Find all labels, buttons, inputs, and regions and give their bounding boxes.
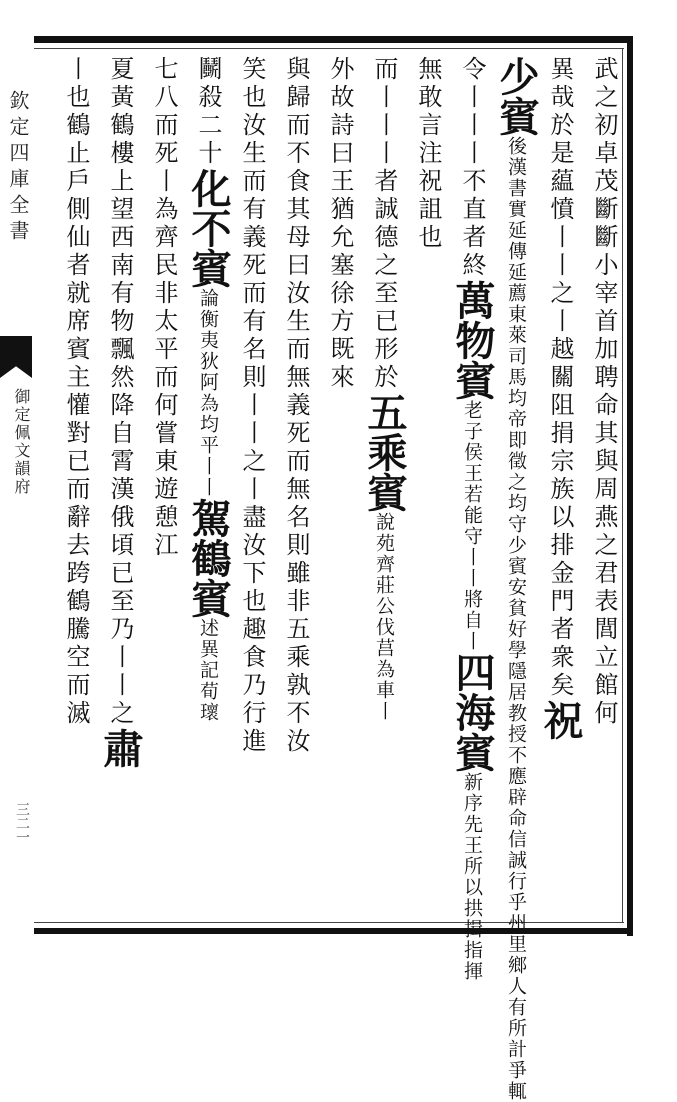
annotation-text: 老子侯王若能守丨丨將自丨 bbox=[461, 400, 483, 652]
body-text: 異哉於是藴憤丨丨之丨越關阻捐宗族以排金門者衆矣 bbox=[546, 56, 574, 700]
body-text: 與歸而不食其母曰汝生而無義死而無名則雖非五乘孰不汝 bbox=[282, 56, 310, 756]
entry-headword: 萬物賓 bbox=[449, 280, 496, 400]
body-text: 武之初卓茂斷斷小宰首加聘命其與周燕之君表閭立館何 bbox=[590, 56, 618, 728]
folio-number: 三二一 bbox=[14, 802, 30, 844]
text-column bbox=[361, 56, 408, 922]
annotation-text: 後漢書實延傳延薦東萊司馬均帝即徵之均守少賓安貧好學隱居教授不應辟命信誠行乎州里鄉人有所計爭輒 bbox=[505, 136, 527, 1102]
body-text: 嘗東遊憩江 bbox=[150, 420, 178, 560]
body-text: 七八而死 bbox=[150, 56, 178, 168]
body-text: 笑也汝生而有義死而有名則丨丨之丨盡汝下也趣食乃行進 bbox=[238, 56, 266, 756]
entry-headword: 四海賓 bbox=[449, 652, 496, 772]
annotation-text: 新序先王所以拱揖指揮 bbox=[461, 772, 483, 982]
body-text: 而丨丨丨者誠德之至已形於 bbox=[370, 56, 398, 392]
book-title: 欽定四庫全書 bbox=[6, 90, 30, 246]
annotation-text: 說苑齊莊公伐莒為車丨 bbox=[373, 512, 395, 722]
body-text: 鬭殺二十 bbox=[194, 56, 222, 168]
text-column bbox=[277, 56, 315, 922]
text-column bbox=[449, 56, 496, 982]
text-column bbox=[233, 56, 271, 922]
entry-headword: 祝 bbox=[537, 700, 584, 740]
entry-headword: 化不賓 bbox=[185, 168, 232, 288]
body-text: 丨也鶴止戶側仙者就席賓主懽對已而辭去跨鶴騰空而滅 bbox=[62, 56, 90, 728]
frame-top-border bbox=[34, 36, 632, 43]
text-column bbox=[409, 56, 447, 922]
body-text: 外故詩曰王猶允塞徐方既來 bbox=[326, 56, 354, 392]
text-column bbox=[585, 56, 623, 922]
body-text: 無敢言注祝詛也 bbox=[414, 56, 442, 252]
text-column bbox=[493, 56, 540, 1102]
body-text: 夏黃鶴樓上望西南有物飄然降自霄漢俄頃已至乃丨丨之 bbox=[106, 56, 134, 728]
frame-inner-bottom-rule bbox=[34, 922, 624, 923]
margin-strip bbox=[0, 40, 34, 930]
body-text: 丨為齊民非太平而何 bbox=[150, 168, 178, 420]
frame-bottom-border bbox=[34, 928, 632, 934]
frame-inner-top-rule bbox=[34, 48, 624, 49]
fishtail-mark-icon bbox=[0, 336, 32, 378]
body-text: 令丨丨丨不直者終 bbox=[458, 56, 486, 280]
annotation-text: 述異記荀瓌 bbox=[197, 618, 219, 723]
volume-title: 御定佩文韻府 bbox=[12, 388, 31, 496]
text-column bbox=[321, 56, 359, 922]
text-column bbox=[185, 56, 232, 922]
entry-headword: 肅 bbox=[97, 728, 144, 768]
annotation-text: 論衡夷狄阿為均平丨丨 bbox=[197, 288, 219, 498]
entry-headword: 駕鶴賓 bbox=[185, 498, 232, 618]
frame-right-border bbox=[627, 36, 633, 936]
text-column bbox=[145, 56, 183, 922]
text-column bbox=[57, 56, 95, 922]
entry-headword: 五乘賓 bbox=[361, 392, 408, 512]
text-column bbox=[537, 56, 584, 922]
text-column bbox=[97, 56, 144, 922]
entry-headword: 少賓 bbox=[493, 56, 540, 136]
